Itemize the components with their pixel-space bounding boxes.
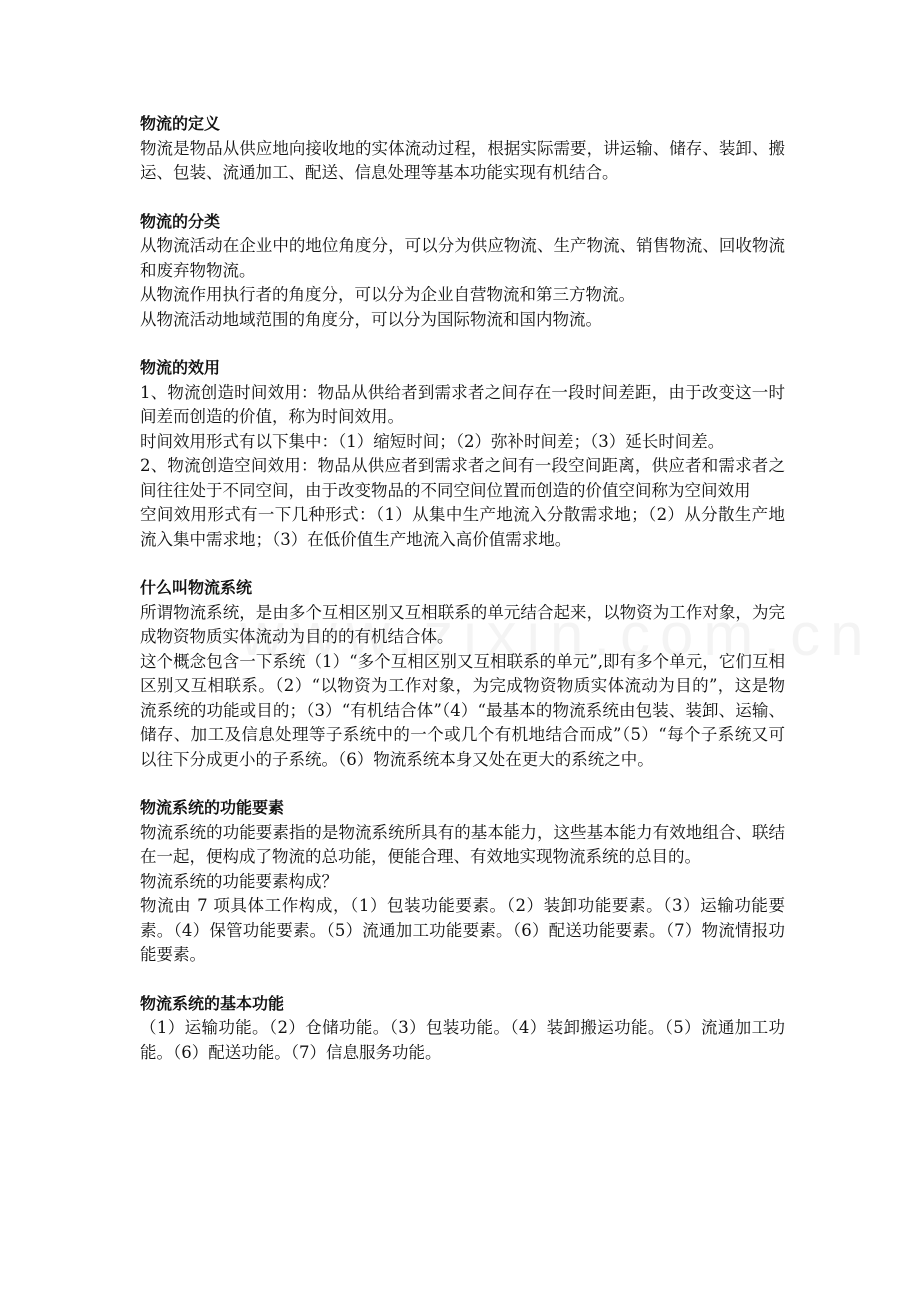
paragraph: 从物流作用执行者的角度分，可以分为企业自营物流和第三方物流。 <box>140 285 635 304</box>
paragraph: 2、物流创造空间效用：物品从供应者到需求者之间有一段空间距离，供应者和需求者之间往往处于不同空间，由于改变物品的不同空间位置而创造的价值空间称为空间效用 <box>140 456 785 500</box>
section-heading: 物流的效用 <box>140 358 221 377</box>
paragraph: 时间效用形式有以下集中：（1）缩短时间；（2）弥补时间差；（3）延长时间差。 <box>140 431 725 451</box>
section-functional-elements <box>140 796 785 968</box>
paragraph: 这个概念包含一下系统（1）“多个互相区别又互相联系的单元”,即有多个单元，它们互相区别又互相联系。（2）“以物资为工作对象，为完成物资物质实体流动为目的”，这是物流系统的功能或目的；（3）“有机结合体”（4）“最基本的物流系统由包装、装卸、运输、储存、加工及信息处理等子系统中的一个或几个有机地结合而成”（5）“每个子系统又可以往下分成更小的子系统。（6）物流系统本身又处在更大的系统之中。 <box>140 651 785 769</box>
paragraph: 物流是物品从供应地向接收地的实体流动过程，根据实际需要，讲运输、储存、装卸、搬运、包装、流通加工、配送、信息处理等基本功能实现有机结合。 <box>140 138 785 182</box>
paragraph: 1、物流创造时间效用：物品从供给者到需求者之间存在一段时间差距，由于改变这一时间差而创造的价值，称为时间效用。 <box>140 382 785 426</box>
paragraph: 物流系统的功能要素构成？ <box>140 871 338 891</box>
section-heading: 物流的分类 <box>140 211 221 231</box>
paragraph: 所谓物流系统，是由多个互相区别又互相联系的单元结合起来，以物资为工作对象，为完成物资物质实体流动为目的的有机结合体。 <box>140 602 785 646</box>
section-classification <box>140 210 785 333</box>
paragraph: 空间效用形式有一下几种形式：（1）从集中生产地流入分散需求地；（2）从分散生产地流入集中需求地；（3）在低价值生产地流入高价值需求地。 <box>140 505 785 549</box>
section-heading: 物流系统的功能要素 <box>140 798 285 817</box>
paragraph: 从物流活动在企业中的地位角度分，可以分为供应物流、生产物流、销售物流、回收物流和废弃物物流。 <box>140 236 785 280</box>
section-logistics-system <box>140 576 785 772</box>
paragraph: 物流系统的功能要素指的是物流系统所具有的基本能力，这些基本能力有效地组合、联结在一起，便构成了物流的总功能，便能合理、有效地实现物流系统的总目的。 <box>140 822 785 866</box>
section-heading: 物流系统的基本功能 <box>140 993 285 1013</box>
section-basic-functions <box>140 992 785 1066</box>
section-heading: 什么叫物流系统 <box>140 578 253 597</box>
section-utility <box>140 356 785 552</box>
section-heading: 物流的定义 <box>140 114 221 133</box>
paragraph: 从物流活动地域范围的角度分，可以分为国际物流和国内物流。 <box>140 309 602 329</box>
paragraph: （1）运输功能。（2）仓储功能。（3）包装功能。（4）装卸搬运功能。（5）流通加工功能。（6）配送功能。（7）信息服务功能。 <box>140 1018 785 1062</box>
paragraph: 物流由 7 项具体工作构成，（1）包装功能要素。（2）装卸功能要素。（3）运输功能要素。（4）保管功能要素。（5）流通加工功能要素。（6）配送功能要素。（7）物流情报功能要素。 <box>140 896 785 964</box>
document-body <box>140 112 785 1089</box>
section-definition <box>140 112 785 186</box>
